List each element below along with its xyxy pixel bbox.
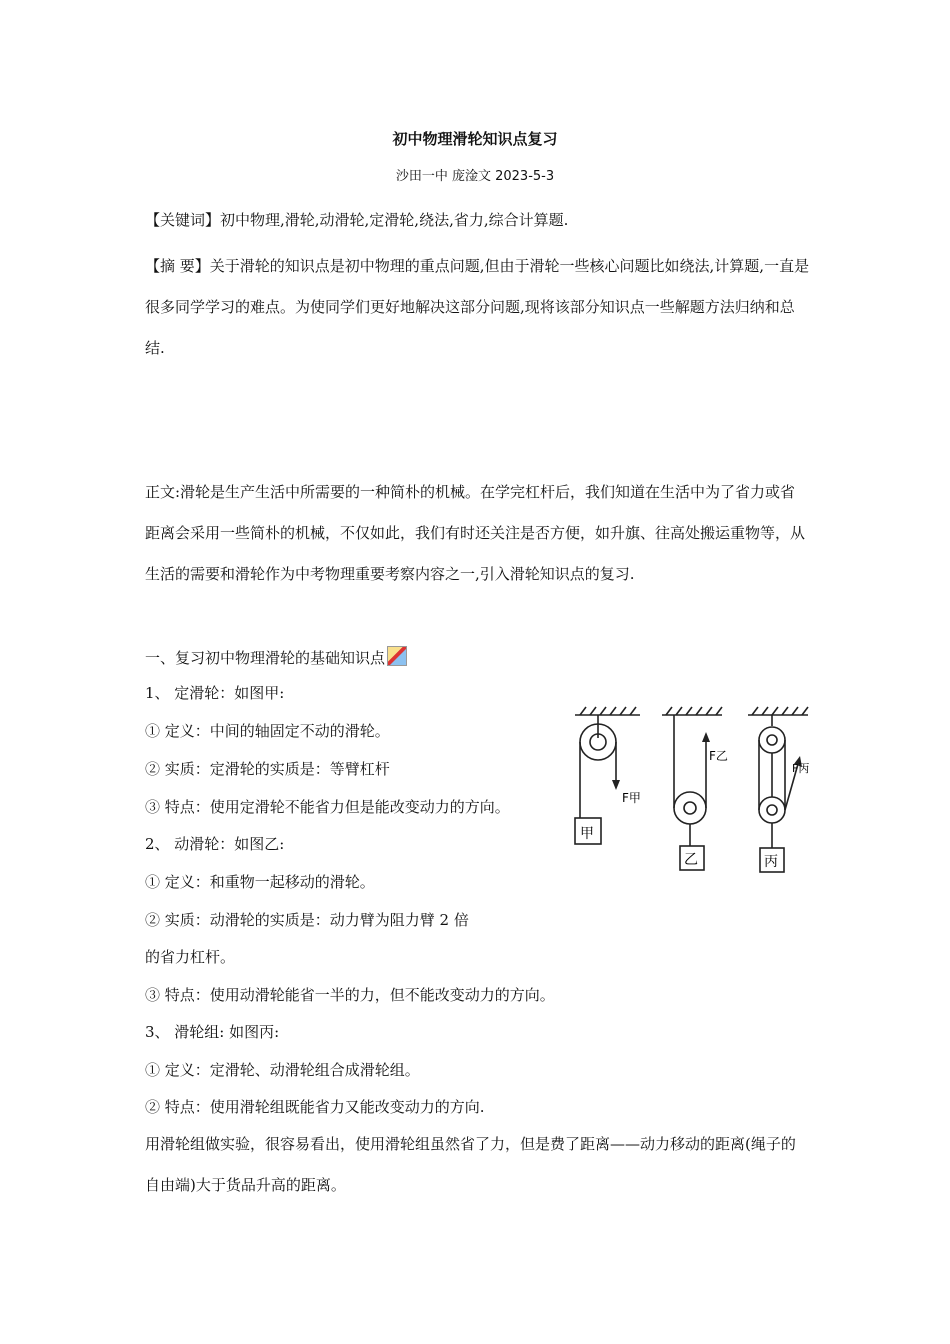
movable-pulley-yi [674,792,706,824]
broken-image-icon [387,646,407,666]
body-intro: 正文:滑轮是生产生活中所需要的一种简朴的机械。在学完杠杆后，我们知道在生活中为了省力或省距离会采用一些简朴的机械，不仅如此，我们有时还关注是否方便，如升旗、往高处搬运重物等，从生活的需要和滑轮作为中考物理重要考察内容之一,引入滑轮知识点的复习. [145,483,806,583]
pulley-figure [570,698,816,880]
list-item: 1、 定滑轮：如图甲: [145,684,285,702]
list-item: ③ 特点：使用定滑轮不能省力但是能改变动力的方向。 [145,798,510,816]
force-label-jia: F甲 [622,791,641,805]
abstract: 【摘 要】关于滑轮的知识点是初中物理的重点问题,但由于滑轮一些核心问题比如绕法,计算题,一直是很多同学学习的难点。为使同学们更好地解决这部分问题,现将该部分知识点一些解题方法归纳和总结. [145,257,810,357]
movable-pulley-bing [759,797,785,823]
list-item: 的省力杠杆。 [145,948,236,966]
keywords: 【关键词】初中物理,滑轮,动滑轮,定滑轮,绕法,省力,综合计算题. [145,211,569,229]
force-label-yi: F乙 [709,749,728,763]
label-jia: 甲 [580,826,594,842]
list-item: ② 实质：动滑轮的实质是：动力臂为阻力臂 2 倍 [145,911,469,929]
author-line: 沙田一中 庞淦文 2023-5-3 [395,169,555,184]
list-item: ② 特点：使用滑轮组既能省力又能改变动力的方向. [145,1098,485,1116]
pulley-diagram [570,698,816,880]
list-item: ① 定义：和重物一起移动的滑轮。 [145,873,375,891]
closing-paragraph: 用滑轮组做实验，很容易看出，使用滑轮组虽然省了力，但是费了距离——动力移动的距离(绳子的自由端)大于货品升高的距离。 [145,1135,796,1194]
document-title: 初中物理滑轮知识点复习 [392,130,558,148]
label-yi: 乙 [684,852,698,868]
section-heading-text: 一、复习初中物理滑轮的基础知识点 [145,649,386,667]
list-item: 2、 动滑轮：如图乙: [145,835,285,853]
force-arrow-yi [702,732,710,742]
list-item: ③ 特点：使用动滑轮能省一半的力，但不能改变动力的方向。 [145,986,555,1004]
label-bing: 丙 [764,854,778,870]
force-arrow-jia [612,780,620,790]
force-label-bing: F丙 [792,762,810,775]
list-item: ① 定义：定滑轮、动滑轮组合成滑轮组。 [145,1061,420,1079]
list-item: ① 定义：中间的轴固定不动的滑轮。 [145,722,390,740]
list-item: 3、 滑轮组: 如图丙: [145,1023,280,1041]
section-heading [145,646,407,668]
list-item: ② 实质：定滑轮的实质是：等臂杠杆 [145,760,390,778]
fixed-pulley-bing [759,727,785,753]
